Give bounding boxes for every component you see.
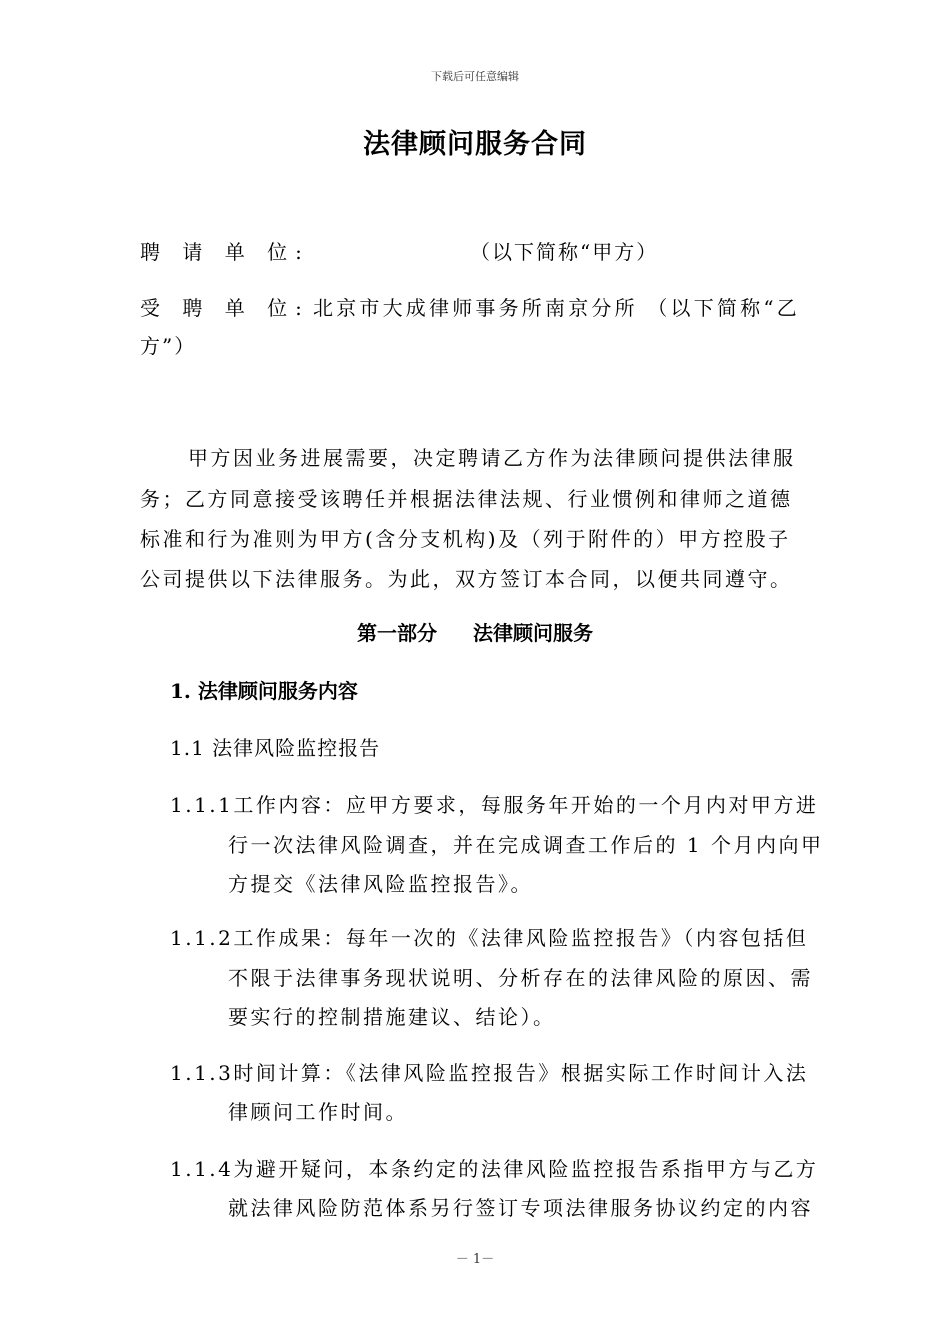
clause-text: 为避开疑问，本条约定的法律风险监控报告系指甲方与乙方 bbox=[233, 1157, 819, 1181]
clause-1-1-1 bbox=[170, 789, 818, 818]
clause-text: 时间计算：《法律风险监控报告》根据实际工作时间计入法 bbox=[233, 1061, 809, 1085]
clause-text: 方提交《法律风险监控报告》。 bbox=[228, 872, 533, 896]
clause-text: 工作内容：应甲方要求，每服务年开始的一个月内对甲方进 bbox=[233, 793, 819, 817]
contractor-value-line2: 方”） bbox=[140, 334, 197, 358]
clause-text: 律顾问工作时间。 bbox=[228, 1100, 408, 1124]
intro-line: 公司提供以下法律服务。为此，双方签订本合同，以便共同遵守。 bbox=[140, 567, 793, 591]
document-title: 法律顾问服务合同 bbox=[363, 129, 587, 160]
page-number: － 1－ bbox=[455, 1252, 495, 1267]
employer-value: （以下简称“甲方） bbox=[470, 240, 659, 264]
clause-text: 行一次法律风险调查，并在完成调查工作后的 1 个月内向甲 bbox=[228, 833, 824, 857]
intro-line: 务；乙方同意接受该聘任并根据法律法规、行业惯例和律师之道德 bbox=[140, 487, 793, 511]
intro-line: 标准和行为准则为甲方(含分支机构)及（列于附件的）甲方控股子 bbox=[140, 527, 791, 551]
subsection-heading: 1.1 法律风险监控报告 bbox=[170, 736, 381, 760]
contractor-value-line1: 北京市大成律师事务所南京分所 （以下简称“乙 bbox=[313, 296, 800, 320]
clause-text: 不限于法律事务现状说明、分析存在的法律风险的原因、需 bbox=[228, 966, 813, 990]
employer-label: 聘 请 单 位: bbox=[140, 240, 310, 264]
clause-1-1-3 bbox=[170, 1057, 808, 1086]
clause-text: 工作成果：每年一次的《法律风险监控报告》（内容包括但 bbox=[233, 926, 809, 950]
clause-number: 1.1.3 bbox=[170, 1061, 234, 1085]
clause-1-1-2 bbox=[170, 922, 808, 951]
intro-line: 甲方因业务进展需要，决定聘请乙方作为法律顾问提供法律服 bbox=[188, 446, 796, 470]
clause-1-1-4 bbox=[170, 1153, 818, 1182]
contractor-label: 受 聘 单 位: bbox=[140, 296, 310, 320]
clause-number: 1.1.2 bbox=[170, 926, 234, 950]
clause-number: 1.1.4 bbox=[170, 1157, 234, 1181]
part-label: 第一部分 bbox=[357, 621, 437, 645]
clause-text: 要实行的控制措施建议、结论）。 bbox=[228, 1005, 556, 1029]
header-note: 下载后可任意编辑 bbox=[431, 70, 519, 83]
part-heading bbox=[0, 617, 950, 646]
part-name: 法律顾问服务 bbox=[473, 621, 593, 645]
section-heading: 1. 法律顾问服务内容 bbox=[170, 679, 358, 703]
clause-text: 就法律风险防范体系另行签订专项法律服务协议约定的内容 bbox=[228, 1196, 813, 1220]
clause-number: 1.1.1 bbox=[170, 793, 234, 817]
